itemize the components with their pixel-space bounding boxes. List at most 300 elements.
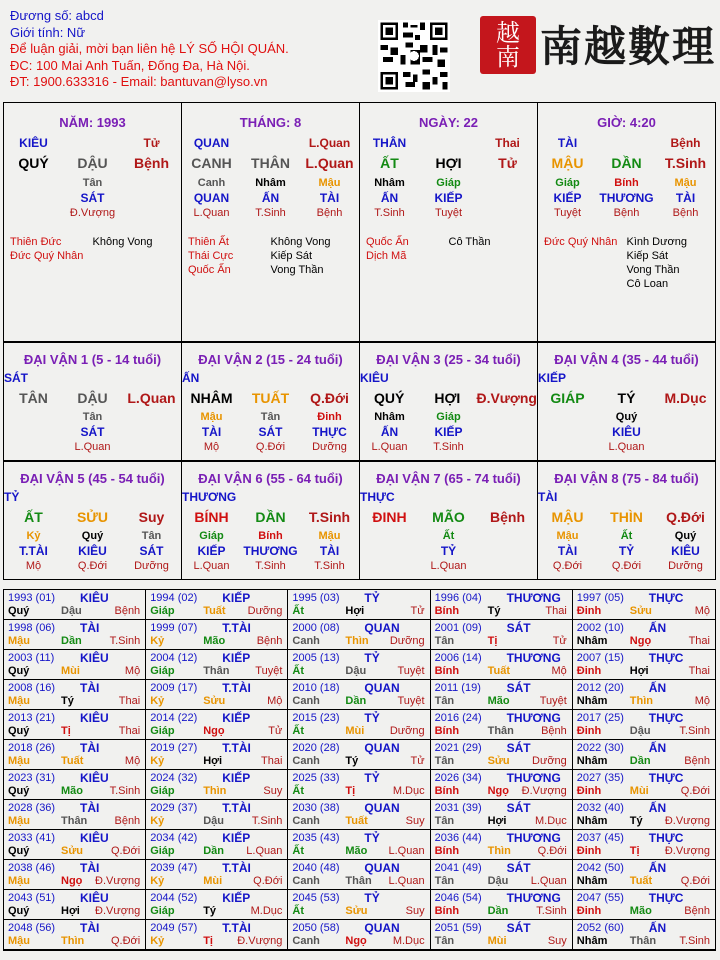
luck-main: Đ.Vượng — [476, 390, 537, 406]
hidden-star — [4, 191, 63, 206]
hidden-can: Nhâm — [374, 177, 405, 189]
luck-hidden-can — [478, 529, 537, 544]
year-label: 2049 (57) — [150, 922, 198, 934]
year-branch: Mão — [61, 785, 83, 797]
shensha-good — [544, 235, 627, 291]
luck-hidden-phase — [122, 440, 181, 455]
year-phase: Bệnh — [684, 755, 710, 767]
pillar-main: CANH — [191, 155, 232, 171]
year-star: T.TÀI — [222, 861, 251, 875]
year-phase: Tuyệt — [255, 665, 283, 677]
luck-hidden-can-row — [4, 529, 181, 544]
pillar-star: Tử — [143, 136, 160, 150]
shensha-item: Quốc Ấn — [366, 236, 409, 248]
year-stem: Quý — [8, 605, 30, 617]
luck-hidden-star: TÀI — [319, 544, 340, 558]
year-label: 2024 (32) — [150, 772, 198, 784]
year-cell — [431, 800, 573, 830]
luck-star — [478, 490, 537, 505]
hidden-phase: L.Quan — [193, 207, 230, 219]
year-star: KIẾP — [222, 711, 251, 725]
luck-hidden-can: Tân — [82, 411, 103, 423]
luck-main-row — [538, 510, 715, 525]
year-label: 1995 (03) — [292, 592, 340, 604]
year-label: 2009 (17) — [150, 682, 198, 694]
luck-star: THỰC — [360, 490, 395, 504]
year-stem: Quý — [8, 845, 30, 857]
pillar-main: MẬU — [551, 155, 584, 171]
luck-main: QUÝ — [373, 390, 405, 406]
luck-star: THƯƠNG — [182, 490, 237, 504]
hidden-phase — [122, 206, 181, 221]
year-cell — [288, 890, 430, 920]
year-cell — [146, 830, 288, 860]
pillar-title: GIỜ: 4:20 — [597, 115, 656, 130]
year-phase: Thai — [545, 605, 567, 617]
shensha-good — [10, 235, 93, 263]
year-label: 2040 (48) — [292, 862, 340, 874]
luck-star-row — [4, 371, 181, 386]
year-label: 2000 (08) — [292, 622, 340, 634]
year-cell — [431, 920, 573, 950]
year-label: 2027 (35) — [576, 772, 624, 784]
luck-hidden-can: Mậu — [200, 411, 223, 423]
hidden-can-row — [182, 176, 359, 191]
shensha-item: Thái Cực — [188, 250, 234, 262]
year-cell — [146, 590, 288, 620]
year-branch: Tuất — [203, 605, 226, 617]
luck-pillar-6 — [182, 462, 360, 579]
year-phase: Mộ — [124, 665, 141, 677]
luck-hidden-can — [478, 410, 537, 425]
year-label: 2005 (13) — [292, 652, 340, 664]
year-branch: Thân — [487, 725, 514, 737]
pillar-star-row — [538, 136, 715, 151]
year-branch: Dậu — [487, 875, 509, 887]
year-label: 2030 (38) — [292, 802, 340, 814]
hidden-can: Mậu — [674, 177, 697, 189]
year-stem: Quý — [8, 665, 30, 677]
year-cell — [573, 620, 715, 650]
year-stem: Đinh — [576, 725, 602, 737]
year-phase: Đ.Vượng — [664, 845, 710, 857]
year-cell — [4, 650, 146, 680]
luck-hidden-star: SÁT — [258, 425, 283, 439]
year-branch: Dậu — [203, 815, 224, 827]
hidden-can: Giáp — [436, 177, 461, 189]
year-branch: Mão — [203, 635, 226, 647]
year-branch: Ngọ — [345, 935, 367, 947]
year-phase: Q.Đới — [110, 935, 141, 947]
luck-hidden-phase: L.Quan — [74, 441, 111, 453]
luck-star-row — [538, 490, 715, 505]
hidden-phase: Bệnh — [613, 207, 640, 219]
luck-main: TUẤT — [251, 390, 290, 406]
year-phase: Bệnh — [684, 905, 710, 917]
year-star: QUAN — [364, 621, 400, 635]
year-stem: Đinh — [576, 665, 602, 677]
hidden-phase-row — [360, 206, 537, 221]
pillar-main-row — [182, 156, 359, 171]
luck-pillar-2 — [182, 343, 360, 460]
luck-star-row — [182, 371, 359, 386]
luck-star-row — [360, 371, 537, 386]
pillar-title: NĂM: 1993 — [59, 115, 126, 130]
year-stem: Giáp — [150, 665, 175, 677]
year-star: THỰC — [648, 651, 684, 665]
year-phase: Thai — [688, 635, 710, 647]
luck-hidden-can: Bính — [258, 530, 283, 542]
year-branch: Tuất — [487, 665, 510, 677]
pillar-main: THÂN — [251, 155, 290, 171]
hidden-star: TÀI — [319, 191, 340, 205]
year-phase: M.Dục — [392, 785, 425, 797]
year-branch: Thân — [203, 665, 230, 677]
luck-main-row — [4, 510, 181, 525]
luck-main: MÃO — [432, 509, 465, 525]
hidden-phase: Tuyệt — [553, 207, 582, 219]
luck-hidden-can: Giáp — [199, 530, 224, 542]
luck-hidden-can — [360, 529, 419, 544]
year-cell — [573, 800, 715, 830]
luck-hidden-can: Quý — [615, 411, 638, 423]
year-stem: Ất — [292, 905, 304, 917]
luck-hidden-phase-row — [182, 559, 359, 574]
hidden-can: Tân — [82, 177, 103, 189]
year-phase: Thai — [260, 755, 283, 767]
luck-hidden-star-row — [538, 425, 715, 440]
year-star: THƯƠNG — [506, 831, 561, 845]
year-star: KIÊU — [80, 891, 109, 905]
luck-star: ẤN — [182, 371, 200, 385]
year-cell — [4, 860, 146, 890]
hidden-phase: Tuyệt — [434, 207, 463, 219]
year-stem: Mậu — [8, 635, 30, 647]
luck-hidden-star — [478, 544, 537, 559]
hidden-can: Giáp — [555, 177, 580, 189]
year-label: 2046 (54) — [434, 892, 482, 904]
luck-hidden-star: SÁT — [139, 544, 164, 558]
luck-hidden-phase: Q.Đới — [552, 560, 583, 572]
luck-main: T.Sinh — [308, 509, 351, 525]
year-label: 2007 (15) — [576, 652, 624, 664]
year-phase: Đ.Vượng — [95, 905, 141, 917]
hidden-star: QUAN — [193, 191, 230, 205]
year-phase: T.Sinh — [251, 815, 283, 827]
year-star: ẤN — [648, 681, 667, 695]
year-star: ẤN — [648, 801, 667, 815]
qr-code-icon — [378, 20, 450, 92]
luck-main: DẦN — [255, 509, 286, 525]
luck-main: ẤT — [24, 509, 43, 525]
year-phase: Mộ — [551, 665, 567, 677]
year-star: TỶ — [364, 711, 380, 725]
hidden-star: SÁT — [80, 191, 105, 205]
hidden-can-row — [4, 176, 181, 191]
luck-hidden-can-row — [538, 410, 715, 425]
luck-hidden-star: KIÊU — [671, 544, 700, 558]
year-cell — [288, 920, 430, 950]
luck-hidden-star: TÀI — [201, 425, 222, 439]
year-label: 2034 (42) — [150, 832, 198, 844]
year-star: ẤN — [648, 861, 667, 875]
luck-hidden-star-row — [360, 425, 537, 440]
year-label: 2017 (25) — [576, 712, 624, 724]
year-branch: Dậu — [629, 725, 651, 737]
luck-star — [122, 371, 181, 386]
luck-hidden-star: T.TÀI — [19, 544, 48, 558]
year-phase: Đ.Vượng — [237, 935, 283, 947]
year-stem: Canh — [292, 935, 320, 947]
shensha-bad — [93, 235, 176, 263]
luck-hidden-phase-row — [538, 440, 715, 455]
luck-hidden-can: Ất — [442, 530, 455, 542]
luck-hidden-star: KIÊU — [612, 425, 641, 439]
year-stem: Ất — [292, 845, 304, 857]
year-cell — [288, 800, 430, 830]
year-phase: Suy — [405, 905, 425, 917]
hidden-phase-row — [4, 206, 181, 221]
year-branch: Tý — [61, 695, 74, 707]
year-cell — [431, 740, 573, 770]
year-branch: Sửu — [61, 845, 84, 857]
year-cell — [4, 920, 146, 950]
year-stem: Tân — [434, 695, 455, 707]
luck-main-row — [4, 391, 181, 406]
luck-hidden-phase: Q.Đới — [77, 560, 108, 572]
year-label: 2002 (10) — [576, 622, 624, 634]
year-cell — [4, 710, 146, 740]
year-label: 2048 (56) — [8, 922, 56, 934]
year-grid — [3, 589, 716, 951]
luck-hidden-phase: Dưỡng — [134, 560, 169, 572]
luck-star — [597, 371, 656, 386]
year-stem: Tân — [434, 935, 455, 947]
year-branch: Dậu — [345, 665, 367, 677]
year-branch: Tý — [203, 905, 217, 917]
year-branch: Mão — [487, 695, 510, 707]
year-star: TÀI — [80, 921, 100, 935]
hidden-star-row — [360, 191, 537, 206]
year-branch: Tị — [61, 725, 71, 737]
year-star: T.TÀI — [222, 681, 251, 695]
year-stem: Kỷ — [150, 635, 165, 647]
year-branch: Mùi — [203, 875, 223, 887]
year-stem: Bính — [434, 905, 460, 917]
year-cell — [431, 890, 573, 920]
shensha-item: Đức Quý Nhân — [544, 236, 618, 248]
year-stem: Canh — [292, 755, 320, 767]
year-cell — [573, 920, 715, 950]
shensha-item: Kình Dương — [626, 236, 687, 248]
year-branch: Dần — [345, 695, 367, 707]
pillar-star: KIÊU — [19, 136, 48, 150]
year-star: THỰC — [648, 591, 684, 605]
year-star: KIẾP — [222, 771, 251, 785]
year-label: 2016 (24) — [434, 712, 482, 724]
year-label: 2039 (47) — [150, 862, 198, 874]
year-branch: Dậu — [61, 605, 82, 617]
year-stem: Quý — [8, 905, 30, 917]
year-stem: Giáp — [150, 725, 175, 737]
phone-email: ĐT: 1900.633316 - Email: bantuvan@lyso.vn — [10, 74, 268, 89]
luck-main: SỬU — [76, 509, 109, 525]
year-label: 2019 (27) — [150, 742, 198, 754]
luck-hidden-phase — [656, 440, 715, 455]
luck-hidden-star — [478, 425, 537, 440]
year-stem: Canh — [292, 695, 320, 707]
year-label: 1999 (07) — [150, 622, 198, 634]
year-branch: Thân — [629, 935, 657, 947]
shensha-item: Thiên Ất — [188, 236, 229, 248]
pillar-1 — [4, 103, 182, 341]
year-star: SÁT — [506, 621, 531, 635]
luck-hidden-star: TỶ — [440, 544, 457, 558]
luck-main: TÝ — [617, 390, 636, 406]
luck-star — [478, 371, 537, 386]
year-stem: Ất — [292, 665, 304, 677]
luck-star — [63, 371, 122, 386]
year-cell — [146, 620, 288, 650]
year-cell — [288, 650, 430, 680]
year-cell — [4, 890, 146, 920]
year-cell — [146, 650, 288, 680]
four-pillars — [3, 102, 716, 342]
luck-hidden-phase — [478, 440, 537, 455]
hidden-can: Bính — [614, 177, 639, 189]
pillar-star-row — [360, 136, 537, 151]
year-label: 1993 (01) — [8, 592, 56, 604]
hidden-can: Mậu — [318, 177, 341, 189]
luck-hidden-can-row — [182, 529, 359, 544]
year-branch: Thìn — [487, 845, 511, 857]
year-label: 2015 (23) — [292, 712, 340, 724]
year-phase: Q.Đới — [110, 845, 141, 857]
year-stem: Tân — [434, 755, 455, 767]
year-stem: Kỷ — [150, 875, 165, 887]
year-stem: Bính — [434, 605, 460, 617]
year-phase: M.Dục — [392, 935, 425, 947]
year-phase: T.Sinh — [536, 905, 567, 917]
luck-hidden-phase: L.Quan — [371, 441, 408, 453]
hidden-star: ẤN — [380, 191, 399, 205]
shensha-item: Quốc Ấn — [188, 264, 231, 276]
year-branch: Mùi — [345, 725, 365, 737]
luck-main: Q.Đới — [310, 390, 349, 406]
hidden-phase-row — [182, 206, 359, 221]
year-cell — [146, 890, 288, 920]
year-label: 2022 (30) — [576, 742, 624, 754]
luck-title: ĐẠI VẬN 8 (75 - 84 tuổi) — [554, 471, 699, 486]
luck-title: ĐẠI VẬN 3 (25 - 34 tuổi) — [376, 352, 521, 367]
luck-hidden-star-row — [182, 544, 359, 559]
luck-main: L.Quan — [127, 390, 176, 406]
year-cell — [4, 770, 146, 800]
year-star: THỰC — [648, 831, 684, 845]
luck-hidden-can: Ất — [620, 530, 633, 542]
luck-hidden-can — [122, 410, 181, 425]
luck-row-2 — [3, 461, 716, 580]
year-cell — [431, 860, 573, 890]
pillar-main: L.Quan — [305, 155, 354, 171]
address: ĐC: 100 Mai Anh Tuấn, Đống Đa, Hà Nội. — [10, 57, 250, 73]
luck-hidden-star: KIẾP — [434, 425, 463, 439]
year-branch: Tị — [345, 785, 356, 797]
year-label: 2011 (19) — [434, 682, 481, 694]
year-cell — [288, 590, 430, 620]
shensha-item: Dịch Mã — [366, 250, 407, 262]
year-label: 2033 (41) — [8, 832, 56, 844]
year-stem: Giáp — [150, 785, 175, 797]
luck-hidden-can: Quý — [674, 530, 697, 542]
year-phase: Tử — [552, 635, 567, 647]
year-label: 2010 (18) — [292, 682, 340, 694]
luck-star — [597, 490, 656, 505]
luck-title: ĐẠI VẬN 7 (65 - 74 tuổi) — [376, 471, 521, 486]
hidden-can-row — [538, 176, 715, 191]
luck-star — [300, 490, 359, 505]
luck-title: ĐẠI VẬN 4 (35 - 44 tuổi) — [554, 352, 699, 367]
year-branch: Sửu — [629, 605, 652, 617]
luck-hidden-star-row — [360, 544, 537, 559]
year-branch: Hợi — [203, 755, 223, 767]
year-stem: Kỷ — [150, 695, 165, 707]
year-branch: Dần — [61, 635, 82, 647]
year-stem: Bính — [434, 845, 460, 857]
luck-hidden-star-row — [4, 425, 181, 440]
year-phase: Mộ — [124, 755, 141, 767]
year-branch: Hợi — [61, 905, 80, 917]
pillar-star — [63, 136, 122, 151]
luck-hidden-star-row — [182, 425, 359, 440]
luck-title: ĐẠI VẬN 2 (15 - 24 tuổi) — [198, 352, 343, 367]
luck-hidden-star-row — [4, 544, 181, 559]
owner-name: Đương số: abcd — [10, 8, 104, 23]
year-cell — [4, 740, 146, 770]
hidden-star-row — [4, 191, 181, 206]
year-cell — [573, 770, 715, 800]
shensha-good — [188, 235, 271, 277]
hidden-can — [122, 176, 181, 191]
year-stem: Canh — [292, 875, 320, 887]
luck-hidden-star: TÀI — [557, 544, 578, 558]
luck-hidden-phase — [478, 559, 537, 574]
year-branch: Ngọ — [203, 725, 225, 737]
year-star: QUAN — [364, 861, 400, 875]
luck-main-row — [182, 391, 359, 406]
pillar-star: Bệnh — [670, 136, 701, 150]
luck-main: Suy — [138, 509, 165, 525]
year-phase: Dưỡng — [389, 725, 425, 737]
year-label: 2021 (29) — [434, 742, 482, 754]
year-star: THỰC — [648, 771, 684, 785]
luck-hidden-phase: Mộ — [25, 560, 42, 572]
year-phase: M.Dục — [250, 905, 283, 917]
pillar-star: QUAN — [193, 136, 230, 150]
year-star: TỶ — [364, 591, 380, 605]
year-label: 2042 (50) — [576, 862, 624, 874]
year-star: QUAN — [364, 681, 400, 695]
year-label: 2036 (44) — [434, 832, 482, 844]
year-label: 2035 (43) — [292, 832, 340, 844]
year-label: 2026 (34) — [434, 772, 482, 784]
luck-hidden-star: THỰC — [312, 425, 347, 439]
year-branch: Tị — [487, 635, 498, 647]
year-phase: Đ.Vượng — [521, 785, 567, 797]
luck-hidden-can: Mậu — [318, 530, 341, 542]
pillar-main: HỢI — [435, 155, 462, 171]
pillar-main: T.Sinh — [664, 155, 707, 171]
